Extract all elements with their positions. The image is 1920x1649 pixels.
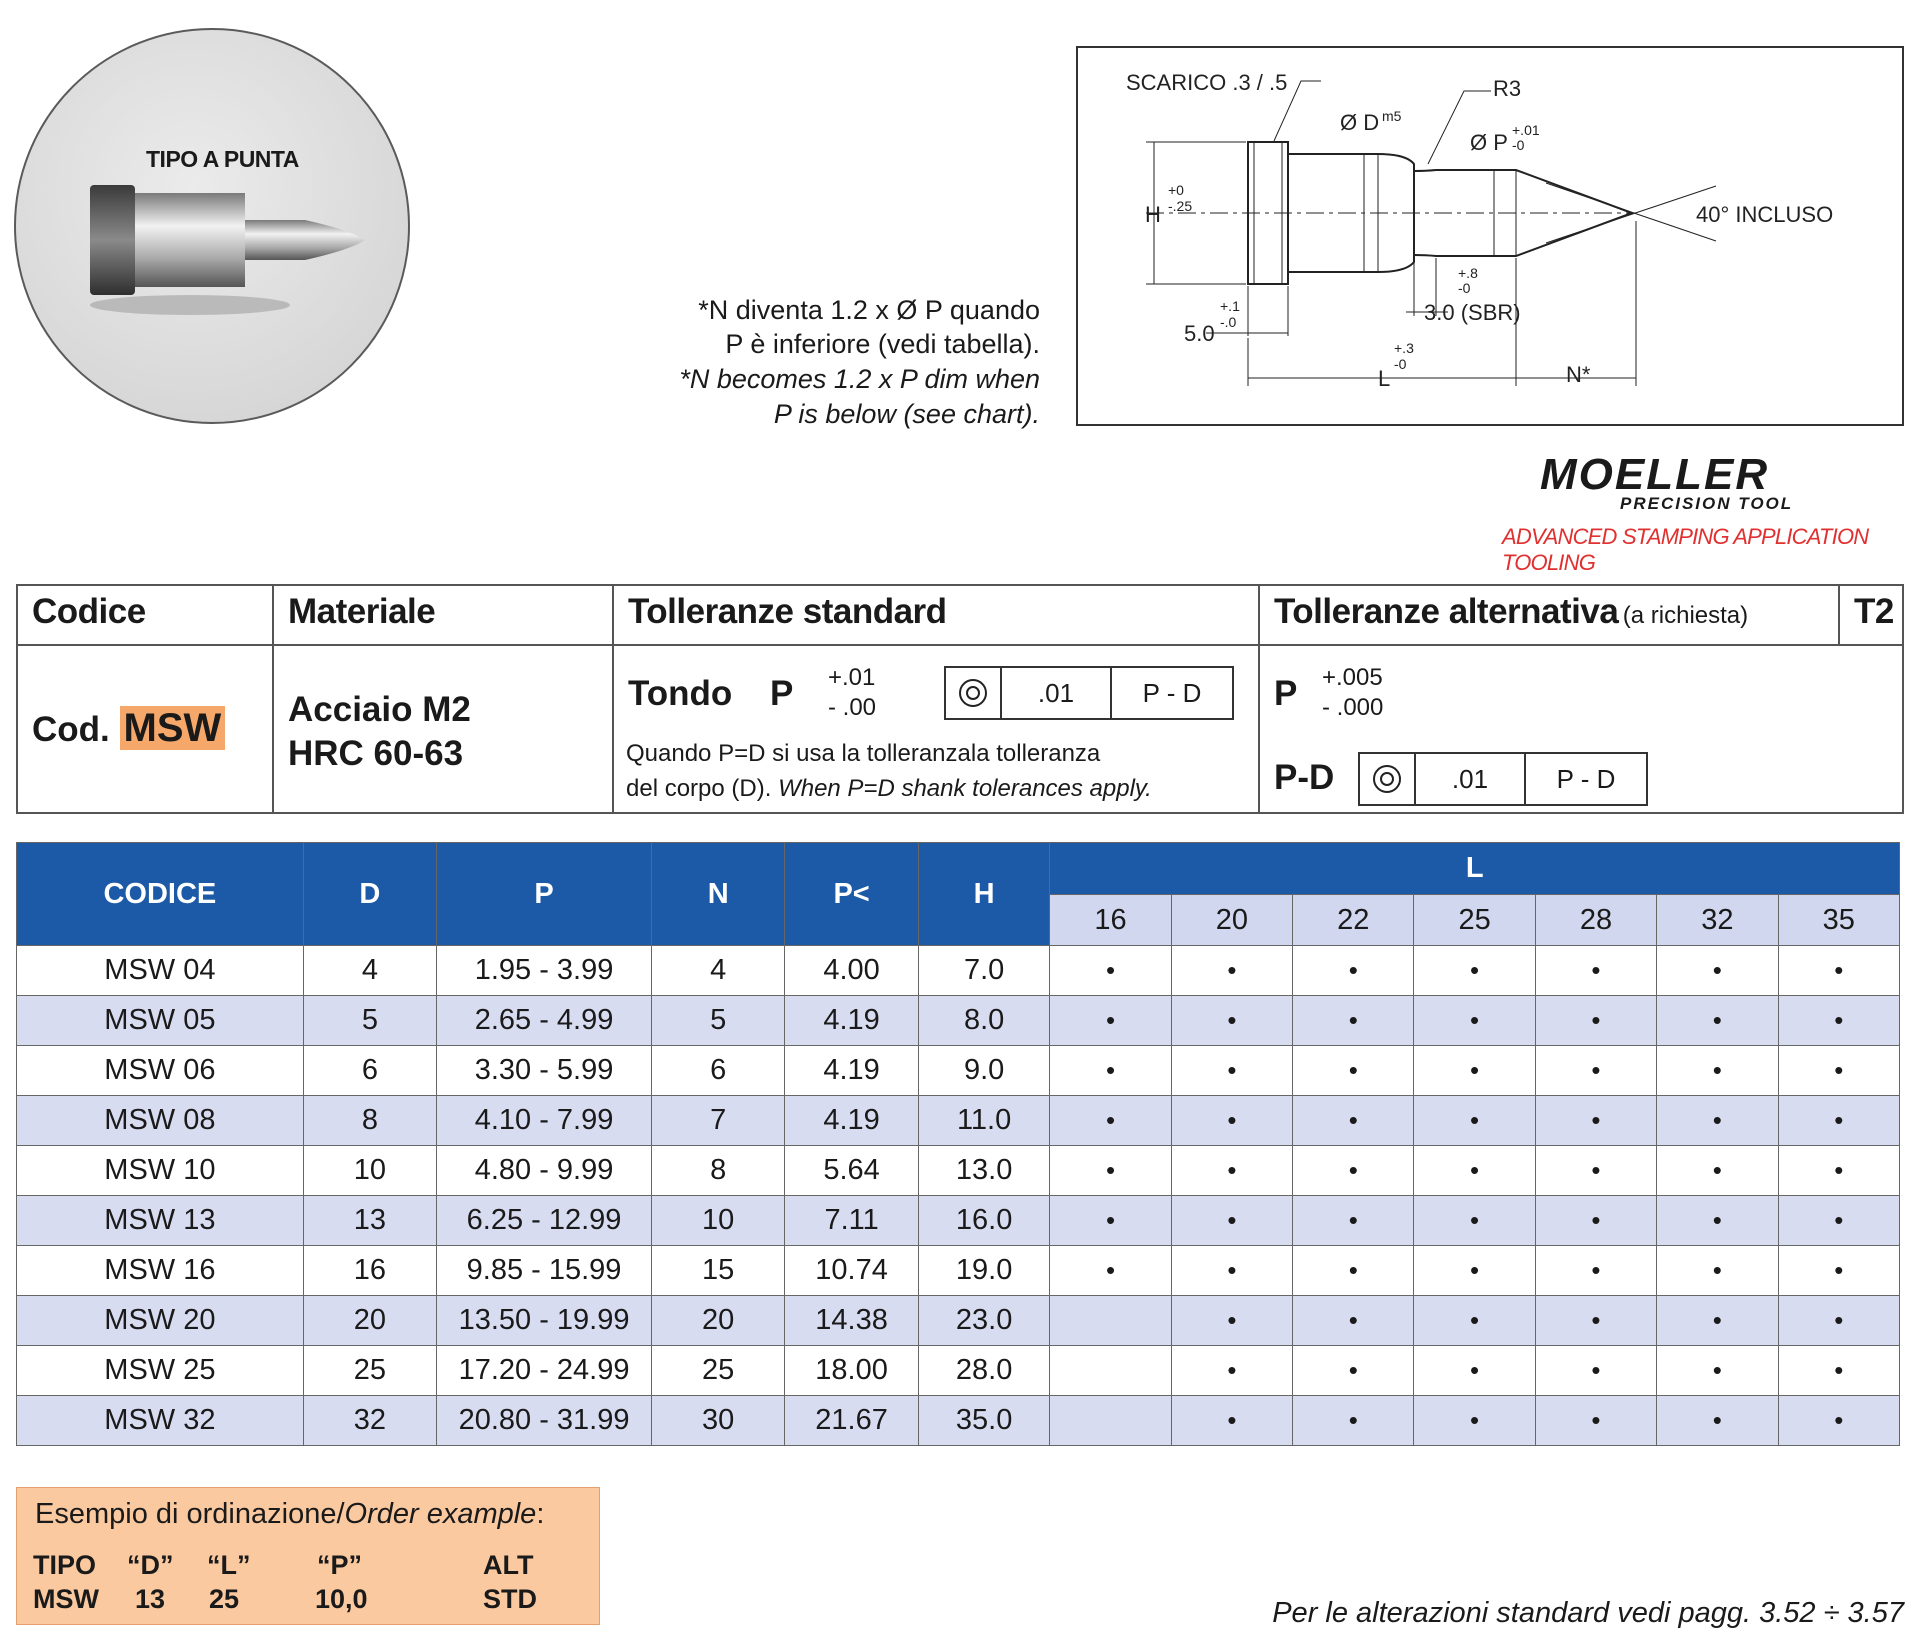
concentricity-icon <box>1373 765 1401 793</box>
cell-pless: 4.19 <box>785 1096 919 1146</box>
col-codice: CODICE <box>17 843 304 946</box>
cell-l-availability: • <box>1171 1096 1292 1146</box>
cell-l-availability: • <box>1778 1096 1900 1146</box>
cell-d: 8 <box>303 1096 436 1146</box>
cell-l-availability: • <box>1171 1046 1292 1096</box>
cell-pless: 4.00 <box>785 946 919 996</box>
cell-l-availability: • <box>1171 1396 1292 1446</box>
cell-code: MSW 25 <box>17 1346 304 1396</box>
l-tol-minus: -0 <box>1394 356 1407 372</box>
cell-d: 13 <box>303 1196 436 1246</box>
cell-l-availability: • <box>1778 1396 1900 1446</box>
header-tol-alt-wrap <box>1274 592 1748 632</box>
cell-l-availability: • <box>1414 996 1535 1046</box>
order-title-colon: : <box>536 1498 545 1530</box>
cell-p: 3.30 - 5.99 <box>437 1046 652 1096</box>
std-note <box>626 736 1152 806</box>
punch-drawing <box>1076 46 1904 426</box>
cell-l-availability: • <box>1050 1246 1171 1296</box>
h-tol-plus: +0 <box>1168 182 1184 198</box>
alt-box-value: .01 <box>1416 754 1526 804</box>
footer-note: Per le alterazioni standard vedi pagg. 3.52 ÷ 3.57 <box>1272 1597 1904 1629</box>
cell-d: 10 <box>303 1146 436 1196</box>
std-note-line1: Quando P=D si usa la tolleranzala tolleranza <box>626 740 1101 767</box>
cell-code: MSW 20 <box>17 1296 304 1346</box>
cell-l-availability: • <box>1778 1046 1900 1096</box>
cell-l-availability: • <box>1050 1096 1171 1146</box>
order-v-alt: STD <box>483 1584 537 1614</box>
l-32: 32 <box>1657 895 1778 946</box>
cod-cell <box>32 706 225 751</box>
d-label: Ø D <box>1340 110 1380 135</box>
table-body <box>17 946 1900 1446</box>
cell-h: 13.0 <box>918 1146 1049 1196</box>
sbr-tol-plus: +.8 <box>1458 265 1478 281</box>
cell-l-availability: • <box>1293 1296 1414 1346</box>
cell-d: 5 <box>303 996 436 1046</box>
cell-l-availability <box>1050 1346 1171 1396</box>
l-dim-label: L <box>1378 366 1391 391</box>
cell-l-availability: • <box>1657 1196 1778 1246</box>
table-row <box>17 1246 1900 1296</box>
cell-d: 16 <box>303 1246 436 1296</box>
l-35: 35 <box>1778 895 1900 946</box>
cell-p: 13.50 - 19.99 <box>437 1296 652 1346</box>
cell-d: 25 <box>303 1346 436 1396</box>
cell-p: 2.65 - 4.99 <box>437 996 652 1046</box>
cell-l-availability: • <box>1657 946 1778 996</box>
std-p-label: P <box>770 674 794 713</box>
cell-l-availability: • <box>1293 1096 1414 1146</box>
table-row <box>17 1196 1900 1246</box>
sbr-label: 3.0 (SBR) <box>1424 300 1521 325</box>
cell-l-availability: • <box>1414 1296 1535 1346</box>
l-28: 28 <box>1535 895 1656 946</box>
cell-pless: 18.00 <box>785 1346 919 1396</box>
header-tol-alt: Tolleranze alternativa <box>1274 592 1619 631</box>
table-row <box>17 996 1900 1046</box>
l-20: 20 <box>1171 895 1292 946</box>
order-v-l: 25 <box>209 1584 240 1614</box>
cell-l-availability: • <box>1414 1096 1535 1146</box>
cell-l-availability: • <box>1293 1146 1414 1196</box>
h-label: H <box>1145 202 1161 227</box>
tondo-label: Tondo <box>628 674 733 713</box>
cell-l-availability: • <box>1050 946 1171 996</box>
std-note-line2-italic: When P=D shank tolerances apply. <box>778 775 1152 802</box>
scarico-label: SCARICO .3 / .5 <box>1126 70 1288 95</box>
table-row <box>17 946 1900 996</box>
cell-d: 20 <box>303 1296 436 1346</box>
cell-pless: 14.38 <box>785 1296 919 1346</box>
std-p-plus: +.01 <box>828 664 876 691</box>
cod-prefix: Cod. <box>32 710 110 749</box>
cell-l-availability: • <box>1171 946 1292 996</box>
cell-l-availability: • <box>1778 1246 1900 1296</box>
cell-p: 4.80 - 9.99 <box>437 1146 652 1196</box>
logo-moeller: MOELLER <box>1540 450 1770 499</box>
order-v-tipo: MSW <box>33 1584 99 1614</box>
table-row <box>17 1046 1900 1096</box>
l-tol-plus: +.3 <box>1394 340 1414 356</box>
cell-p: 17.20 - 24.99 <box>437 1346 652 1396</box>
h-tol-minus: -.25 <box>1168 198 1193 214</box>
cell-n: 25 <box>652 1346 785 1396</box>
cell-l-availability: • <box>1293 996 1414 1046</box>
sbr-tol-minus: -0 <box>1458 280 1471 296</box>
cell-p: 20.80 - 31.99 <box>437 1396 652 1446</box>
n-dim-label: N* <box>1566 362 1591 387</box>
cell-pless: 4.19 <box>785 996 919 1046</box>
alt-pd-label: P-D <box>1274 758 1335 797</box>
cell-p: 1.95 - 3.99 <box>437 946 652 996</box>
cell-h: 8.0 <box>918 996 1049 1046</box>
r3-label: R3 <box>1493 76 1522 101</box>
cell-h: 11.0 <box>918 1096 1049 1146</box>
cell-l-availability: • <box>1657 1146 1778 1196</box>
table-row <box>17 1296 1900 1346</box>
cell-l-availability: • <box>1535 1396 1656 1446</box>
cell-l-availability: • <box>1414 1396 1535 1446</box>
cell-l-availability: • <box>1778 996 1900 1046</box>
cell-h: 35.0 <box>918 1396 1049 1446</box>
table-row <box>17 1396 1900 1446</box>
header-materiale: Materiale <box>288 592 436 631</box>
alt-p-label: P <box>1274 674 1298 713</box>
order-h-p: “P” <box>317 1550 363 1580</box>
col-p: P <box>437 843 652 946</box>
note-en-line2: P is below (see chart). <box>773 399 1040 429</box>
header-t2: T2 <box>1854 592 1894 631</box>
cell-l-availability: • <box>1293 1246 1414 1296</box>
cell-l-availability: • <box>1050 1046 1171 1096</box>
cell-code: MSW 10 <box>17 1146 304 1196</box>
cell-l-availability: • <box>1778 1296 1900 1346</box>
cell-n: 4 <box>652 946 785 996</box>
material-cell <box>288 688 471 776</box>
cell-h: 28.0 <box>918 1346 1049 1396</box>
header-codice: Codice <box>32 592 146 631</box>
cell-l-availability: • <box>1778 1146 1900 1196</box>
cell-d: 4 <box>303 946 436 996</box>
cell-d: 6 <box>303 1046 436 1096</box>
logo-tagline: ADVANCED STAMPING APPLICATION TOOLING <box>1502 524 1869 575</box>
cell-l-availability: • <box>1657 1096 1778 1146</box>
cell-l-availability: • <box>1535 1146 1656 1196</box>
col-n: N <box>652 843 785 946</box>
cell-n: 5 <box>652 996 785 1046</box>
cell-l-availability <box>1050 1396 1171 1446</box>
cell-l-availability: • <box>1535 1296 1656 1346</box>
cell-code: MSW 06 <box>17 1046 304 1096</box>
cell-pless: 7.11 <box>785 1196 919 1246</box>
col-l: L <box>1050 843 1900 895</box>
d-sup: m5 <box>1382 108 1402 124</box>
cell-l-availability: • <box>1657 1246 1778 1296</box>
order-h-l: “L” <box>207 1550 251 1580</box>
dimensions-table <box>16 842 1900 1446</box>
cell-l-availability: • <box>1414 1146 1535 1196</box>
std-box-ref: P - D <box>1142 677 1202 708</box>
material-line1: Acciaio M2 <box>288 690 471 729</box>
cell-d: 32 <box>303 1396 436 1446</box>
cell-n: 10 <box>652 1196 785 1246</box>
order-v-p: 10,0 <box>315 1584 368 1614</box>
cell-l-availability: • <box>1171 1196 1292 1246</box>
cell-l-availability: • <box>1778 1346 1900 1396</box>
five-tol-minus: -.0 <box>1220 314 1237 330</box>
cell-code: MSW 08 <box>17 1096 304 1146</box>
header-tol-alt-note: (a richiesta) <box>1622 602 1749 629</box>
cell-h: 16.0 <box>918 1196 1049 1246</box>
table-row <box>17 1346 1900 1396</box>
cell-l-availability: • <box>1657 996 1778 1046</box>
photo-label: TIPO A PUNTA <box>146 146 299 172</box>
cell-n: 6 <box>652 1046 785 1096</box>
order-title-italic: Order example <box>344 1498 537 1530</box>
cell-l-availability: • <box>1414 1196 1535 1246</box>
angle-label: 40° INCLUSO <box>1696 202 1834 227</box>
col-h: H <box>918 843 1049 946</box>
order-h-alt: ALT <box>483 1550 534 1580</box>
cell-n: 30 <box>652 1396 785 1446</box>
cell-l-availability: • <box>1293 1046 1414 1096</box>
cell-l-availability: • <box>1171 1296 1292 1346</box>
cell-l-availability: • <box>1171 1246 1292 1296</box>
cell-l-availability: • <box>1657 1346 1778 1396</box>
alt-p-plus: +.005 <box>1322 664 1383 691</box>
cell-n: 15 <box>652 1246 785 1296</box>
cell-h: 19.0 <box>918 1246 1049 1296</box>
cell-n: 7 <box>652 1096 785 1146</box>
five-label: 5.0 <box>1184 321 1215 346</box>
l-16: 16 <box>1050 895 1171 946</box>
cell-l-availability <box>1050 1296 1171 1346</box>
col-d: D <box>303 843 436 946</box>
order-h-tipo: TIPO <box>33 1550 97 1580</box>
std-box-value: .01 <box>1002 668 1112 718</box>
cell-l-availability: • <box>1171 1346 1292 1396</box>
cell-code: MSW 32 <box>17 1396 304 1446</box>
p-label: Ø P <box>1470 130 1508 155</box>
std-tolerance-box <box>944 666 1234 720</box>
cell-pless: 5.64 <box>785 1146 919 1196</box>
col-pless: P< <box>785 843 919 946</box>
p-tol-plus: +.01 <box>1512 122 1540 138</box>
concentricity-icon <box>959 679 987 707</box>
cell-l-availability: • <box>1414 1346 1535 1396</box>
l-22: 22 <box>1293 895 1414 946</box>
cell-h: 7.0 <box>918 946 1049 996</box>
cell-pless: 4.19 <box>785 1046 919 1096</box>
cell-pless: 21.67 <box>785 1396 919 1446</box>
cell-l-availability: • <box>1293 1346 1414 1396</box>
order-h-d: “D” <box>127 1550 174 1580</box>
cell-l-availability: • <box>1171 996 1292 1046</box>
order-title <box>35 1498 544 1531</box>
cell-l-availability: • <box>1050 1196 1171 1246</box>
cell-l-availability: • <box>1657 1046 1778 1096</box>
alt-tolerance-box <box>1358 752 1648 806</box>
cell-l-availability: • <box>1535 1196 1656 1246</box>
order-example <box>16 1487 600 1625</box>
cell-l-availability: • <box>1293 946 1414 996</box>
cell-l-availability: • <box>1535 1096 1656 1146</box>
cell-l-availability: • <box>1778 946 1900 996</box>
punch-illustration <box>90 175 370 325</box>
cell-l-availability: • <box>1535 1246 1656 1296</box>
five-tol-plus: +.1 <box>1220 298 1240 314</box>
cod-value: MSW <box>120 706 226 750</box>
cell-l-availability: • <box>1293 1196 1414 1246</box>
cell-l-availability: • <box>1171 1146 1292 1196</box>
cell-l-availability: • <box>1657 1296 1778 1346</box>
note-en-line1: *N becomes 1.2 x P dim when <box>679 364 1040 394</box>
cell-l-availability: • <box>1535 1346 1656 1396</box>
order-title-plain: Esempio di ordinazione/ <box>35 1498 345 1530</box>
material-line2: HRC 60-63 <box>288 734 464 773</box>
header-tol-std: Tolleranze standard <box>628 592 947 631</box>
table-row <box>17 1146 1900 1196</box>
cell-l-availability: • <box>1535 946 1656 996</box>
cell-h: 9.0 <box>918 1046 1049 1096</box>
std-note-line2 <box>626 771 1152 806</box>
note-it-line2: P è inferiore (vedi tabella). <box>725 329 1040 359</box>
std-note-line2-plain: del corpo (D). <box>626 775 779 802</box>
cell-l-availability: • <box>1414 946 1535 996</box>
alt-box-ref: P - D <box>1556 763 1616 794</box>
cell-pless: 10.74 <box>785 1246 919 1296</box>
cell-l-availability: • <box>1414 1046 1535 1096</box>
l-25: 25 <box>1414 895 1535 946</box>
cell-l-availability: • <box>1050 1146 1171 1196</box>
note-it-line1: *N diventa 1.2 x Ø P quando <box>698 295 1040 325</box>
cell-code: MSW 04 <box>17 946 304 996</box>
alt-p-minus: - .000 <box>1322 694 1384 721</box>
cell-l-availability: • <box>1657 1396 1778 1446</box>
p-tol-minus: -0 <box>1512 137 1525 153</box>
cell-p: 9.85 - 15.99 <box>437 1246 652 1296</box>
cell-code: MSW 16 <box>17 1246 304 1296</box>
cell-l-availability: • <box>1535 996 1656 1046</box>
cell-h: 23.0 <box>918 1296 1049 1346</box>
cell-code: MSW 05 <box>17 996 304 1046</box>
info-table <box>16 584 1904 814</box>
cell-l-availability: • <box>1050 996 1171 1046</box>
cell-n: 8 <box>652 1146 785 1196</box>
cell-l-availability: • <box>1414 1246 1535 1296</box>
cell-l-availability: • <box>1778 1196 1900 1246</box>
std-p-minus: - .00 <box>828 694 877 721</box>
table-row <box>17 1096 1900 1146</box>
order-v-d: 13 <box>135 1584 166 1614</box>
cell-p: 6.25 - 12.99 <box>437 1196 652 1246</box>
cell-code: MSW 13 <box>17 1196 304 1246</box>
cell-p: 4.10 - 7.99 <box>437 1096 652 1146</box>
cell-n: 20 <box>652 1296 785 1346</box>
cell-l-availability: • <box>1535 1046 1656 1096</box>
cell-l-availability: • <box>1293 1396 1414 1446</box>
logo-subtitle: PRECISION TOOL <box>1620 494 1794 513</box>
